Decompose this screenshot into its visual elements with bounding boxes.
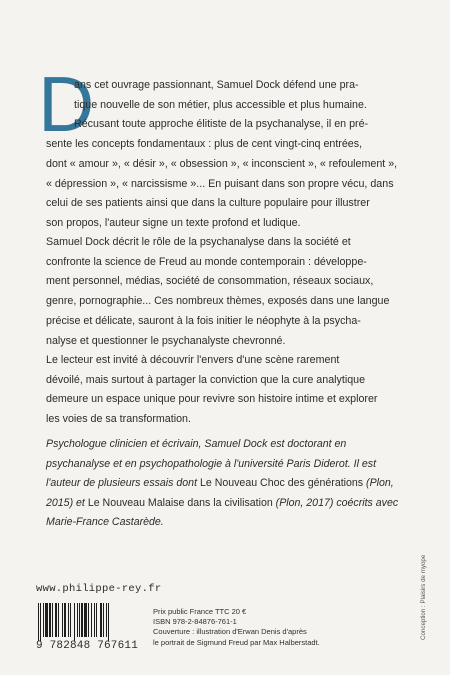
text-line: ment personnel, médias, société de consommation, réseaux sociaux, (46, 275, 374, 288)
barcode-bar (52, 603, 53, 637)
drop-cap: D (38, 60, 95, 148)
price: Prix public France TTC 20 € (153, 607, 247, 616)
barcode-bar (106, 603, 107, 637)
description-paragraph-3 (46, 351, 378, 430)
text-line: nalyse et questionner le psychanalyste chevronné. (46, 334, 286, 347)
text-line: confronte la science de Freud au monde contemporain : développe- (46, 255, 367, 268)
author-bio (46, 435, 398, 533)
text-line: « dépression », « narcissisme »... En puisant dans son propre vécu, dans (46, 177, 394, 190)
text-line: Samuel Dock décrit le rôle de la psychanalyse dans la société et (46, 236, 351, 248)
text-line: tique nouvelle de son métier, plus accessible et plus humaine. (74, 98, 367, 111)
barcode-bar (64, 603, 66, 637)
isbn: ISBN 978-2-84876-761-1 (153, 617, 237, 627)
barcode (36, 603, 136, 645)
barcode-bar (38, 603, 39, 641)
barcode-bar (84, 603, 87, 637)
bio-text: (Plon, 2017) coécrits avec (272, 496, 399, 509)
barcode-bar (45, 603, 48, 637)
design-credit: Conception : Plaisirs de myope (420, 554, 427, 640)
barcode-bar (81, 603, 83, 637)
barcode-bar (70, 603, 71, 637)
cover-credit: le portrait de Sigmund Freud par Max Halberstadt. (153, 637, 320, 647)
text-line: Le lecteur est invité à découvrir l'envers d'une scène rarement (46, 354, 340, 366)
barcode-bar (91, 603, 92, 637)
barcode-bar (49, 603, 51, 637)
barcode-bar (58, 603, 59, 637)
cover-credit: Couverture : illustration d'Erwan Denis d'après (153, 627, 307, 637)
bio-text: l'auteur de plusieurs essais dont (46, 477, 200, 489)
text-line: celui de ses patients ainsi que dans la culture populaire pour illustrer (46, 197, 370, 210)
barcode-bar (40, 603, 41, 641)
text-line: précise et délicate, sauront à la fois initier le néophyte à la psycha- (46, 314, 361, 327)
text-line: sente les concepts fondamentaux : plus de cent vingt-cinq entrées, (46, 138, 363, 151)
barcode-bar (74, 603, 75, 641)
bio-line (46, 474, 398, 494)
publisher-website: www.philippe-rey.fr (36, 583, 162, 595)
bio-text: 2015) et (46, 496, 88, 509)
barcode-bar (100, 603, 102, 637)
barcode-bar (79, 603, 80, 637)
description-paragraph-2 (46, 233, 389, 351)
text-line: Récusant toute approche élitiste de la psychanalyse, il en pré- (74, 118, 369, 131)
text-line: dévoilé, mais surtout à partager la conviction que la cure analytique (46, 373, 366, 386)
bio-line: psychanalyse et en psychopathologie à l'université Paris Diderot. Il est (46, 457, 377, 470)
barcode-bar (94, 603, 95, 637)
book-info (153, 607, 320, 648)
barcode-bar (68, 603, 69, 637)
description-paragraph-1 (0, 76, 397, 234)
barcode-bar (77, 603, 78, 637)
barcode-number: 9 782848 767611 (36, 640, 139, 652)
barcode-bar (62, 603, 63, 637)
text-line: ans cet ouvrage passionnant, Samuel Dock défend une pra- (74, 79, 359, 91)
bio-line: Psychologue clinicien et écrivain, Samuel Dock est doctorant en (46, 438, 347, 450)
bio-text: (Plon, (363, 477, 394, 489)
text-line: les voies de sa transformation. (46, 413, 191, 426)
book-title: Le Nouveau Choc des générations (199, 477, 364, 489)
barcode-bar (55, 603, 57, 637)
bio-line (46, 494, 398, 514)
barcode-bar (96, 603, 97, 637)
barcode-bar (103, 603, 104, 637)
barcode-bars (36, 603, 136, 641)
bio-line: Marie-France Castarède. (46, 516, 164, 528)
barcode-bar (108, 603, 109, 641)
barcode-bar (43, 603, 44, 637)
text-line: demeure un espace unique pour revivre son histoire intime et explorer (46, 393, 378, 406)
text-line: genre, pornographie... Ces nombreux thèmes, exposés dans une langue (46, 295, 390, 308)
text-line: son propos, l'auteur signe un texte profond et ludique. (46, 216, 301, 229)
barcode-bar (88, 603, 89, 637)
text-line: dont « amour », « désir », « obsession », « inconscient », « refoulement », (46, 157, 398, 170)
book-title: Le Nouveau Malaise dans la civilisation (87, 496, 273, 509)
